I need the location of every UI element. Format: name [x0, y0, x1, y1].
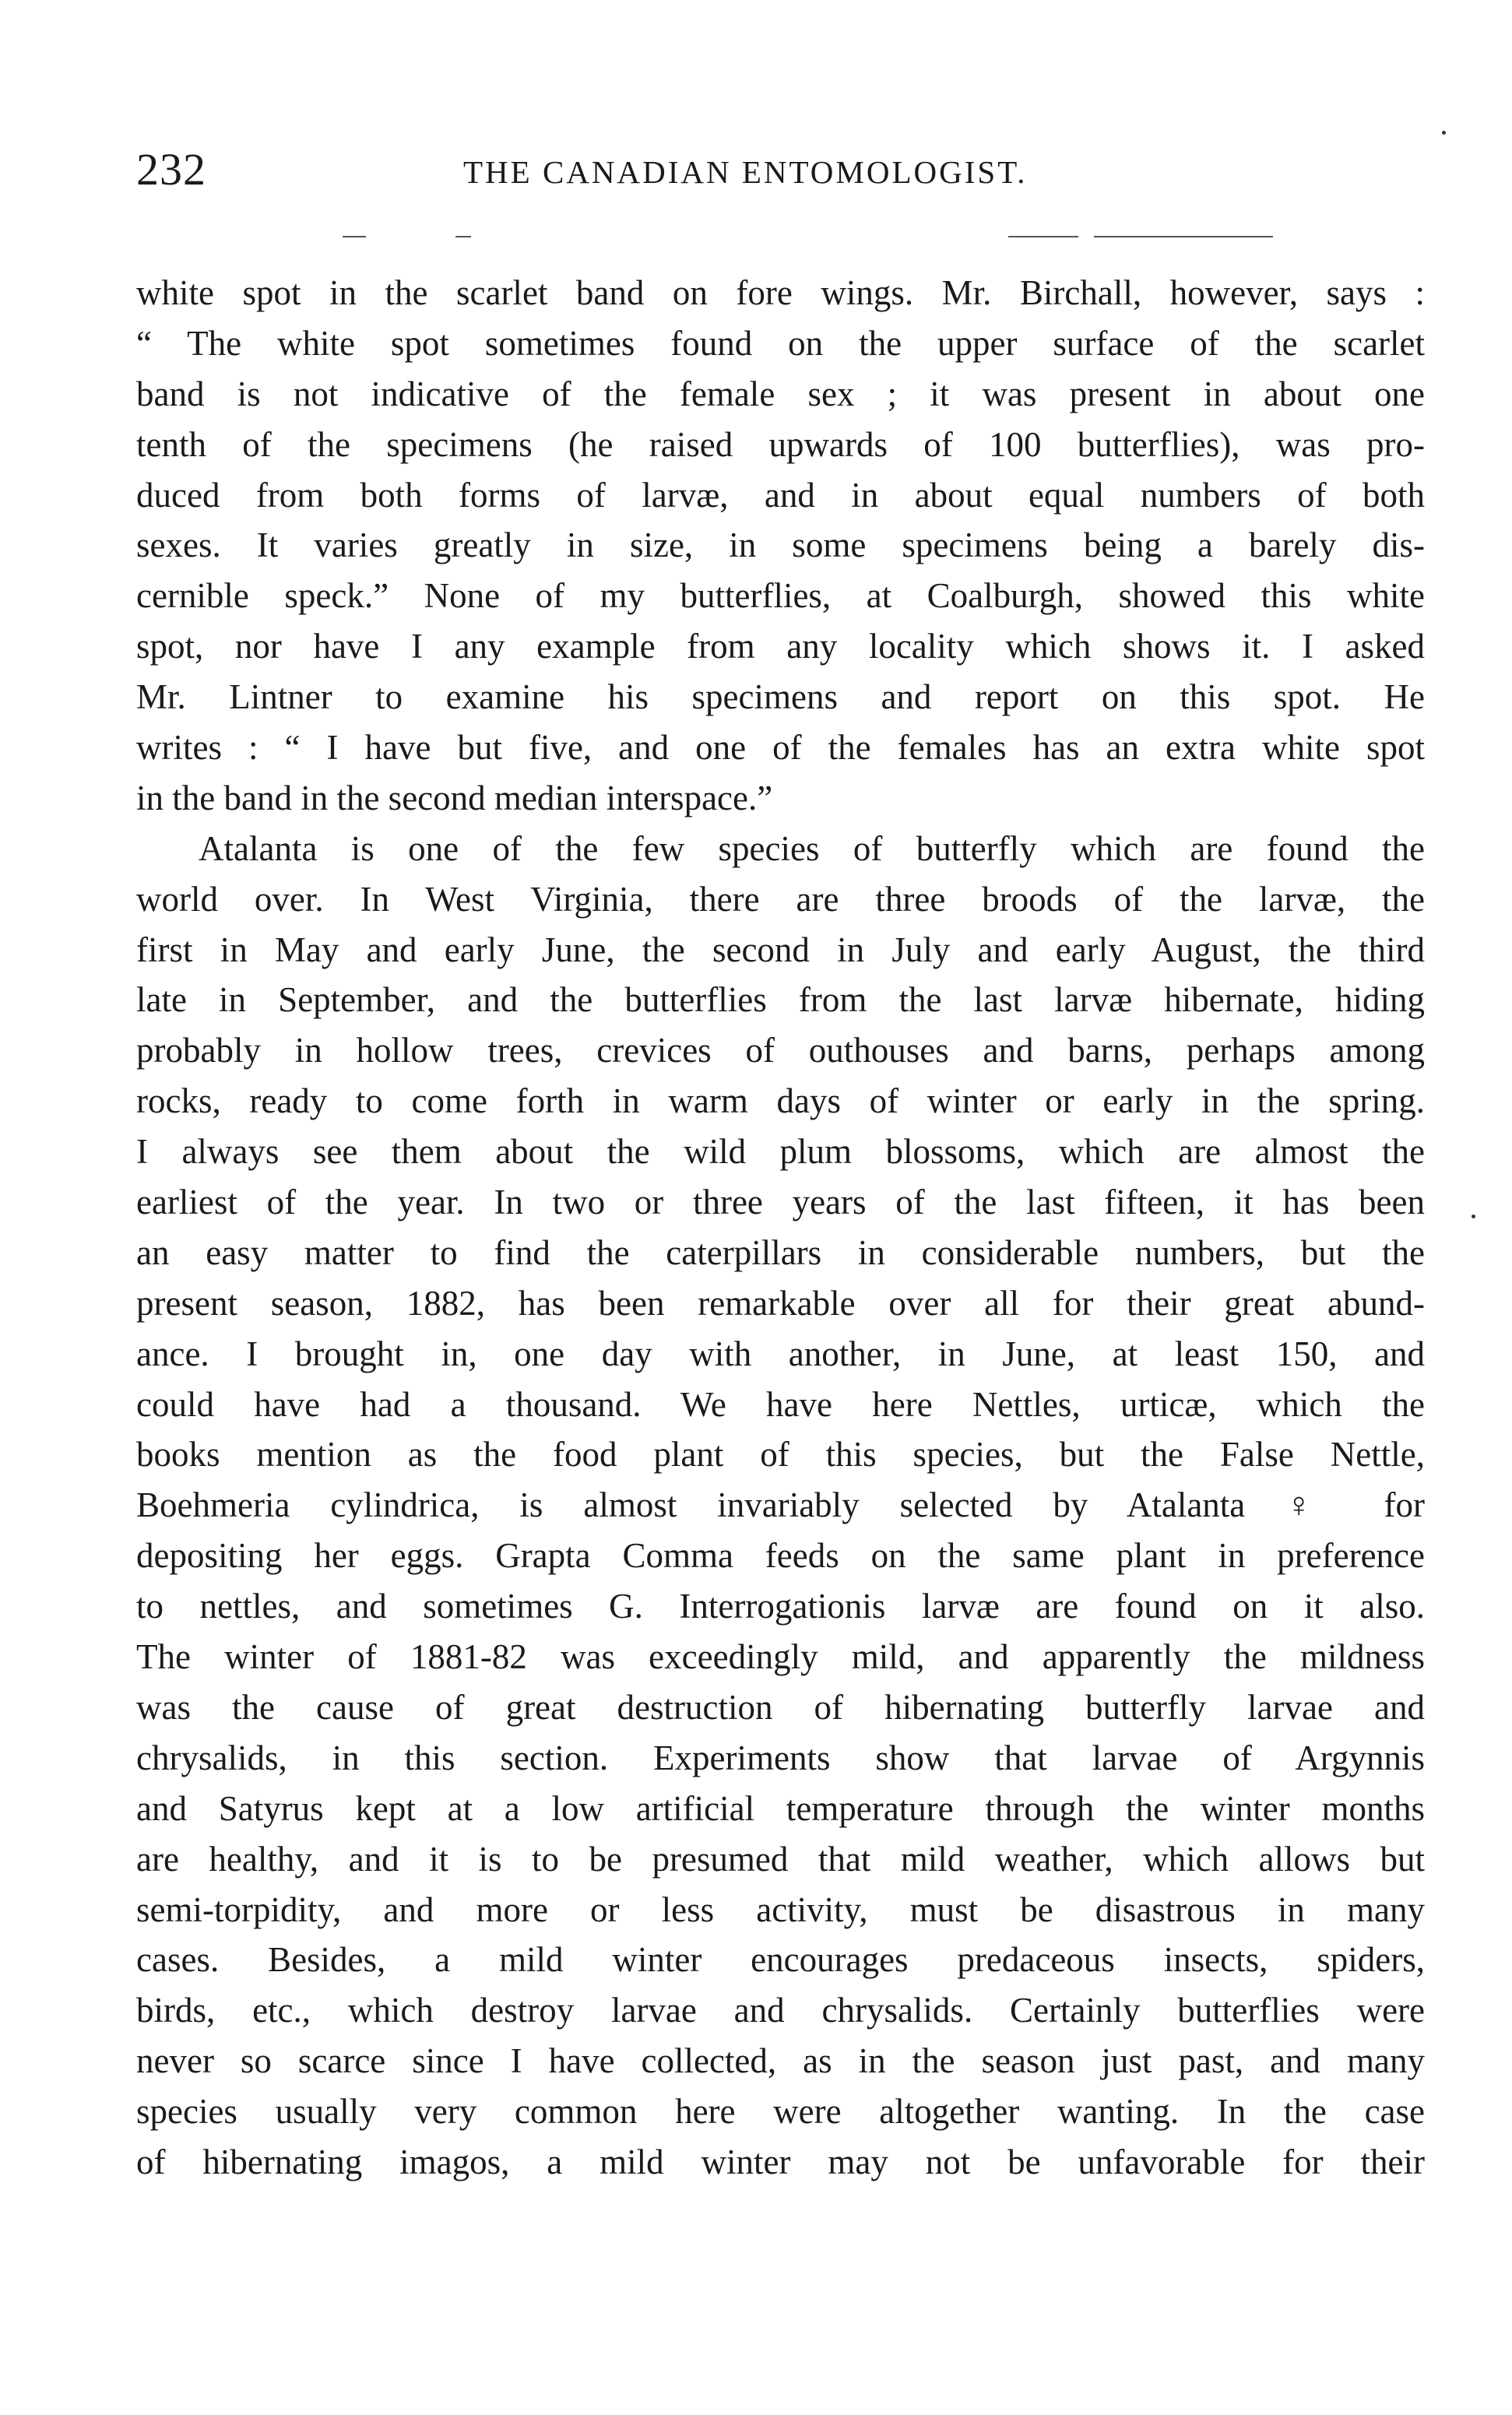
- text-line: I always see them about the wild plum blossoms, which are almost the: [136, 1132, 1425, 1172]
- text-line: earliest of the year. In two or three years of the last fifteen, it has been: [136, 1183, 1425, 1222]
- text-line: and Satyrus kept at a low artificial temperature through the winter months: [136, 1788, 1425, 1828]
- text-line: late in September, and the butterflies from the last larvæ hibernate, hiding: [136, 980, 1425, 1020]
- text-line: are healthy, and it is to be presumed that mild weather, which allows but: [136, 1839, 1425, 1879]
- text-line: band is not indicative of the female sex ; it was present in about one: [136, 374, 1425, 413]
- text-line: spot, nor have I any example from any locality which shows it. I asked: [136, 627, 1425, 666]
- text-line: of hibernating imagos, a mild winter may not be unfavorable for their: [136, 2142, 1425, 2181]
- running-title: THE CANADIAN ENTOMOLOGIST.: [463, 154, 1028, 190]
- text-line: species usually very common here were altogether wanting. In the case: [136, 2092, 1425, 2132]
- text-line: an easy matter to find the caterpillars in considerable numbers, but the: [136, 1232, 1425, 1272]
- text-line: semi-torpidity, and more or less activity, must be disastrous in many: [136, 1889, 1425, 1929]
- text-line: birds, etc., which destroy larvae and chrysalids. Certainly butterflies were: [136, 1991, 1425, 2030]
- text-line: books mention as the food plant of this species, but the False Nettle,: [136, 1435, 1425, 1475]
- text-line: depositing her eggs. Grapta Comma feeds on the same plant in preference: [136, 1536, 1425, 1576]
- text-line: to nettles, and sometimes G. Interrogationis larvæ are found on it also.: [136, 1587, 1425, 1626]
- text-line: could have had a thousand. We have here Nettles, urticæ, which the: [136, 1384, 1425, 1424]
- print-speck: [1442, 131, 1446, 135]
- text-line: “ The white spot sometimes found on the upper surface of the scarlet: [136, 323, 1425, 363]
- page-number: 232: [136, 144, 206, 195]
- print-speck: [1472, 1215, 1475, 1218]
- text-line: tenth of the specimens (he raised upwards of 100 butterflies), was pro-: [136, 424, 1425, 464]
- text-line: Boehmeria cylindrica, is almost invariably selected by Atalanta ♀ for: [136, 1485, 1425, 1525]
- text-line: ance. I brought in, one day with another, in June, at least 150, and: [136, 1334, 1425, 1373]
- header-rule: [455, 236, 471, 237]
- header-rule: [1008, 236, 1078, 237]
- text-line: duced from both forms of larvæ, and in about equal numbers of both: [136, 475, 1425, 515]
- text-line: Atalanta is one of the few species of butterfly which are found the: [199, 828, 1425, 868]
- body-text: [136, 268, 1425, 2188]
- text-line: world over. In West Virginia, there are three broods of the larvæ, the: [136, 879, 1425, 919]
- text-line: in the band in the second median interspace.”: [136, 778, 773, 817]
- text-line: present season, 1882, has been remarkable over all for their great abund-: [136, 1283, 1425, 1323]
- page-header: [136, 139, 1433, 201]
- text-line: writes : “ I have but five, and one of the females has an extra white spot: [136, 728, 1425, 768]
- text-line: first in May and early June, the second in July and early August, the third: [136, 930, 1425, 969]
- text-line: The winter of 1881-82 was exceedingly mild, and apparently the mildness: [136, 1637, 1425, 1677]
- text-line: sexes. It varies greatly in size, in some specimens being a barely dis-: [136, 526, 1425, 565]
- header-rule: [343, 236, 366, 237]
- text-line: cases. Besides, a mild winter encourages predaceous insects, spiders,: [136, 1940, 1425, 1980]
- text-line: never so scarce since I have collected, as in the season just past, and many: [136, 2041, 1425, 2081]
- text-line: rocks, ready to come forth in warm days of winter or early in the spring.: [136, 1081, 1425, 1121]
- text-line: white spot in the scarlet band on fore wings. Mr. Birchall, however, says :: [136, 273, 1425, 312]
- text-line: chrysalids, in this section. Experiments show that larvae of Argynnis: [136, 1738, 1425, 1777]
- text-line: probably in hollow trees, crevices of outhouses and barns, perhaps among: [136, 1031, 1425, 1070]
- text-line: cernible speck.” None of my butterflies, at Coalburgh, showed this white: [136, 576, 1425, 616]
- text-line: Mr. Lintner to examine his specimens and report on this spot. He: [136, 677, 1425, 717]
- text-line: was the cause of great destruction of hibernating butterfly larvae and: [136, 1687, 1425, 1727]
- header-rule: [1094, 236, 1273, 237]
